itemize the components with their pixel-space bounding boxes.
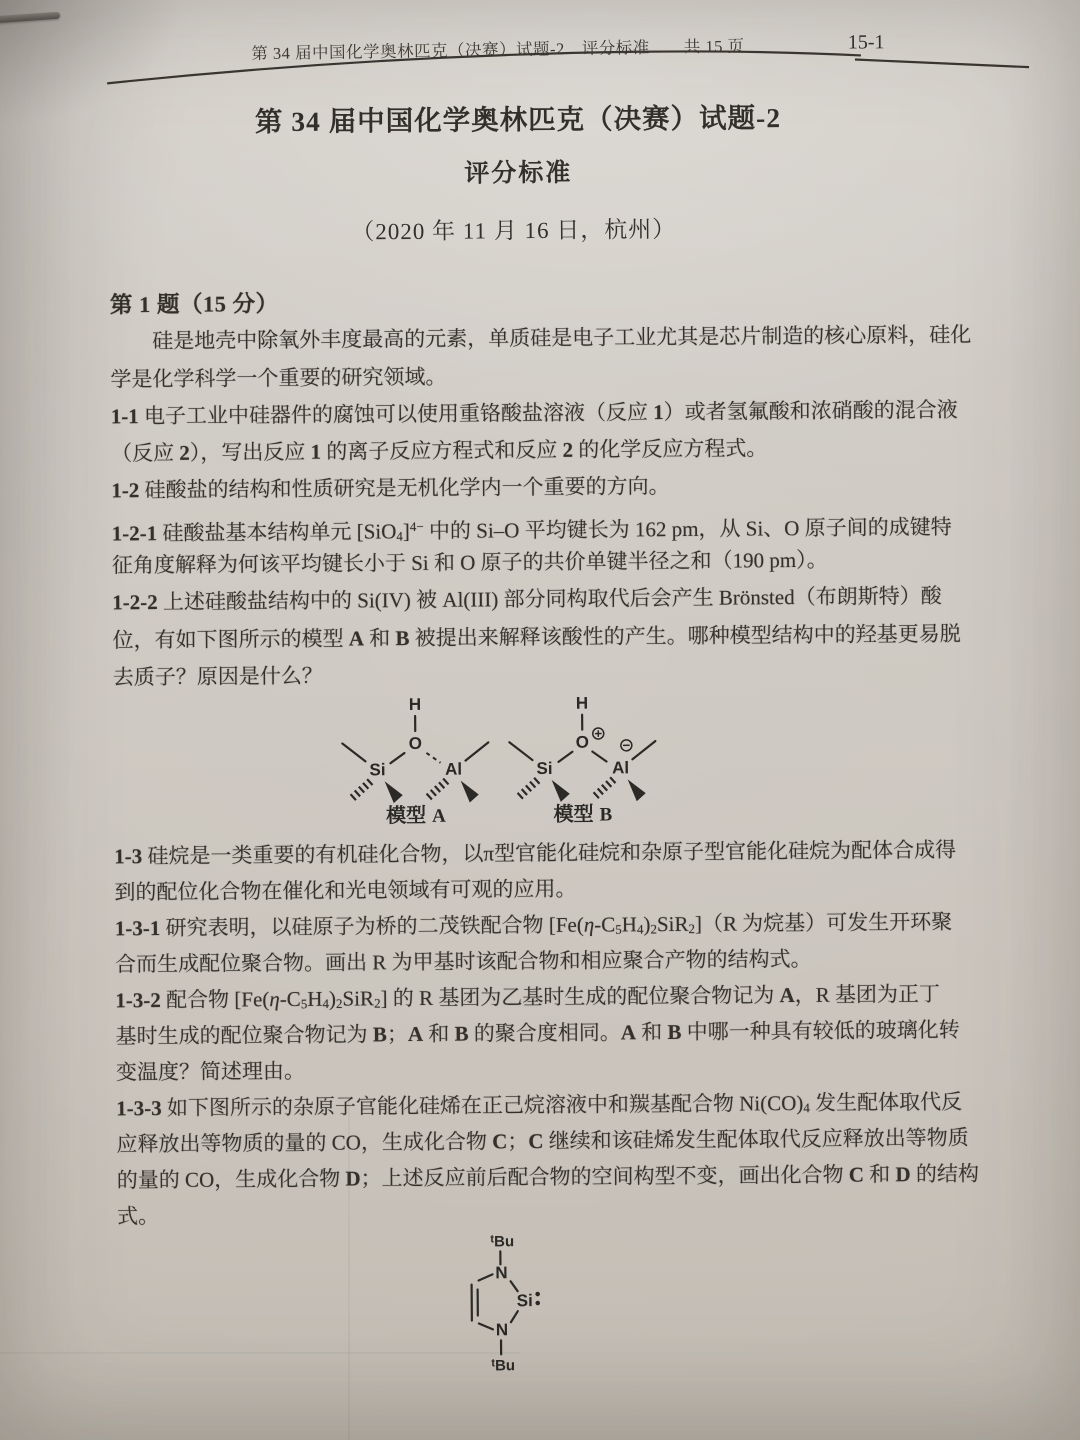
text-segment: 研究表明，以硅原子为桥的二茂铁配合物 [Fe( — [160, 912, 584, 940]
text-segment: （反应 — [110, 441, 180, 466]
text-segment: 4 — [396, 528, 403, 544]
text-segment: D — [345, 1166, 361, 1191]
positive-charge-icon — [593, 728, 604, 739]
text-line — [111, 503, 972, 547]
solid-wedge-si — [552, 780, 570, 802]
text-segment: A — [620, 1020, 637, 1045]
text-segment: η — [583, 912, 595, 937]
text-segment: 1-1 — [110, 404, 139, 429]
bond-al-substituent — [465, 742, 488, 760]
running-header: 第 34 届中国化学奥林匹克（决赛）试题-2 评分标准 共 15 页 — [251, 36, 745, 64]
text-segment: C — [528, 1128, 544, 1154]
text-segment: 1 — [310, 439, 322, 464]
text-line — [114, 832, 976, 875]
text-segment: 1-3-1 — [114, 915, 161, 941]
body-text-upper — [110, 280, 974, 697]
atom-label-h: H — [408, 694, 422, 715]
text-segment: 到的配位化合物在催化和光电领域有可观的应用。 — [114, 876, 577, 905]
text-segment: 学是化学科学一个重要的研究领域。 — [110, 364, 447, 391]
text-segment: 中哪一种具有较低的玻璃化转 — [681, 1017, 960, 1044]
text-segment: 2 — [179, 440, 190, 466]
text-segment: 1-3 — [114, 844, 143, 869]
text-segment: 2 — [688, 921, 696, 937]
text-segment: 合而生成配位聚合物。画出 R 为甲基时该配合物和相应聚合产物的结构式。 — [114, 946, 812, 977]
text-segment: 4 — [803, 1100, 810, 1116]
text-line — [112, 578, 973, 622]
text-segment: 继续和该硅烯发生配体取代反应释放出等物质 — [543, 1125, 969, 1153]
text-segment: ），写出反应 — [189, 439, 311, 465]
atom-label-al: Al — [611, 758, 630, 778]
text-segment: 中的 Si–O 平均键长为 162 pm，从 Si、O 原子间的成键特 — [423, 514, 952, 543]
text-segment: 的化学反应方程式。 — [572, 436, 768, 462]
text-segment: 被提出来解释该酸性的产生。哪种模型结构中的羟基更易脱 — [409, 621, 961, 650]
text-segment: 和 — [363, 625, 396, 651]
atom-label-si: Si — [369, 760, 386, 780]
text-segment: ) — [643, 912, 651, 937]
text-segment: C — [492, 1129, 508, 1154]
text-segment: 基时生成的配位聚合物记为 — [115, 1022, 373, 1049]
body-text-lower — [114, 832, 979, 1235]
text-segment: 硅是地壳中除氧外丰度最高的元素，单质硅是电子工业尤其是芯片制造的核心原料，硅化 — [152, 322, 972, 354]
text-segment: ]（R 为烷基）可发生开环聚 — [694, 909, 953, 936]
page-number: 15-1 — [847, 31, 885, 54]
text-segment: 位，有如下图所示的模型 — [112, 626, 349, 653]
text-segment: 去质子？原因是什么？ — [112, 663, 323, 690]
text-segment: 应释放出等物质的量的 CO，生成化合物 — [116, 1129, 493, 1157]
model-a-b-figure — [320, 686, 741, 829]
document-subtitle: 评分标准 — [464, 159, 573, 188]
text-segment: SiR — [342, 986, 375, 1011]
solid-wedge-al — [461, 780, 479, 802]
text-segment: 5 — [300, 996, 308, 1012]
text-line — [111, 391, 972, 435]
text-line — [117, 1156, 979, 1199]
bond-c-n — [479, 1323, 493, 1329]
text-segment: 4 — [636, 921, 644, 937]
text-segment: A — [407, 1021, 424, 1047]
text-segment: 硅烷是一类重要的有机硅化合物，以π型官能化硅烷和杂原子型官能化硅烷为配体合成得 — [142, 837, 957, 869]
text-line — [117, 1192, 979, 1235]
text-segment: ] — [402, 518, 410, 544]
text-segment: ) — [328, 986, 337, 1011]
text-segment: 的量的 CO，生成化合物 — [116, 1166, 346, 1193]
text-segment: 和 — [863, 1162, 896, 1187]
text-segment: 变温度？简述理由。 — [115, 1058, 305, 1085]
model-b-structure — [509, 693, 656, 826]
text-segment: 如下图所示的杂原子官能化硅烯在正己烷溶液中和羰基配合物 Ni(CO) — [161, 1090, 804, 1120]
negative-charge-icon — [621, 740, 632, 751]
model-a-structure — [342, 694, 489, 827]
text-segment: 1-2 — [111, 478, 140, 503]
text-segment: 4 — [322, 995, 330, 1012]
text-segment: 配合物 [Fe( — [160, 987, 270, 1012]
hashed-wedge-al — [428, 781, 447, 798]
text-segment: 1-2-2 — [112, 590, 158, 615]
text-segment: -C — [594, 912, 616, 937]
bond-si-substituent — [509, 742, 532, 760]
text-segment: 硅酸盐基本结构单元 [SiO — [157, 519, 397, 545]
text-segment: ）或者氢氟酸和浓硝酸的混合液 — [663, 397, 958, 424]
bond-o-si — [558, 752, 572, 762]
hashed-wedge-al — [595, 779, 614, 796]
text-segment: 的聚合度相同。 — [468, 1020, 621, 1046]
text-segment: H — [621, 912, 637, 937]
text-segment: B — [395, 625, 410, 650]
text-segment: D — [895, 1162, 911, 1187]
text-segment: 和 — [635, 1020, 668, 1045]
solid-wedge-al — [628, 779, 646, 801]
text-segment: B — [667, 1019, 682, 1045]
text-segment: A — [348, 626, 365, 651]
text-segment: B — [372, 1022, 387, 1047]
tbu-top-label: $^t$Bu — [490, 1233, 515, 1251]
text-segment: C — [848, 1162, 865, 1187]
text-line — [115, 904, 977, 947]
text-segment: 2 — [373, 995, 381, 1011]
atom-label-h: H — [575, 693, 589, 713]
text-segment: A — [779, 983, 795, 1008]
text-segment: 征角度解释为何该平均键长小于 Si 和 O 原子的共价单键半径之和（190 pm）。 — [111, 547, 828, 578]
text-segment: -C — [279, 986, 301, 1012]
text-segment: ] 的 R 基团为乙基时生成的配位聚合物记为 — [380, 983, 780, 1011]
text-line — [115, 1012, 977, 1055]
text-segment: SiR — [656, 911, 689, 937]
atom-label-o: O — [575, 732, 590, 752]
text-segment: B — [454, 1021, 469, 1046]
bond-n-si — [511, 1281, 518, 1291]
atom-label-al: Al — [444, 759, 463, 779]
text-segment: 2 — [335, 995, 343, 1011]
text-segment: 的离子反应方程式和反应 — [320, 438, 563, 464]
hashed-wedge-si — [519, 780, 538, 797]
atom-label-si: Si — [516, 1291, 533, 1311]
silylene-figure — [424, 1230, 585, 1381]
text-segment: 4− — [409, 518, 424, 534]
text-segment: 发生配体取代反 — [809, 1089, 963, 1115]
text-segment: 2 — [562, 437, 574, 463]
solid-wedge-si — [385, 781, 403, 803]
lone-pair-dots — [535, 1292, 540, 1306]
atom-label-n-top: N — [495, 1263, 508, 1283]
text-segment: 电子工业中硅器件的腐蚀可以使用重铬酸盐溶液（反应 — [138, 399, 654, 429]
text-segment: ，R 基团为正丁 — [794, 981, 941, 1008]
atom-label-si: Si — [536, 758, 553, 779]
model-a-caption: 模型 A — [385, 804, 446, 828]
text-line — [110, 317, 971, 361]
atom-label-o: O — [408, 733, 423, 754]
bond-o-si — [390, 753, 404, 763]
text-segment: η — [269, 987, 280, 1012]
atom-label-n-bottom: N — [495, 1320, 509, 1340]
text-segment: 1-2-1 — [111, 520, 158, 546]
date-line: （2020 年 11 月 16 日，杭州） — [351, 216, 677, 245]
text-segment: 1 — [653, 399, 664, 424]
text-segment: ； — [386, 1022, 408, 1047]
hashed-wedge-si — [352, 781, 371, 798]
model-b-caption: 模型 B — [553, 803, 613, 826]
text-segment: 的结构 — [910, 1161, 980, 1187]
bond-o-al — [592, 751, 606, 761]
text-segment: ； — [507, 1129, 529, 1154]
document-title: 第 34 届中国化学奥林匹克（决赛）试题-2 — [254, 102, 782, 138]
tbu-bottom-label: $^t$Bu — [491, 1357, 516, 1375]
dashed-bond-o-al — [426, 753, 440, 763]
text-segment: 1-3-2 — [115, 987, 161, 1013]
text-segment: 第 1 题（15 分） — [109, 291, 279, 318]
bond-al-substituent — [632, 741, 655, 759]
text-segment: H — [307, 986, 323, 1011]
text-segment: 上述硅酸盐结构中的 Si(IV) 被 Al(III) 部分同构取代后会产生 Brönsted（布朗斯特）酸 — [157, 584, 942, 615]
bond-si-n — [511, 1311, 518, 1322]
text-segment: 式。 — [116, 1204, 160, 1229]
bond-n-c — [479, 1274, 493, 1280]
text-segment: 硅酸盐的结构和性质研究是无机化学内一个重要的方向。 — [139, 474, 670, 503]
text-segment: 5 — [615, 921, 622, 937]
text-segment: 和 — [422, 1021, 455, 1046]
bond-si-substituent — [342, 743, 365, 761]
text-segment: 1-3-3 — [116, 1095, 162, 1121]
text-segment: ；上述反应前后配合物的空间构型不变，画出化合物 — [360, 1162, 849, 1191]
text-segment: 2 — [650, 921, 658, 937]
text-line — [112, 615, 973, 659]
